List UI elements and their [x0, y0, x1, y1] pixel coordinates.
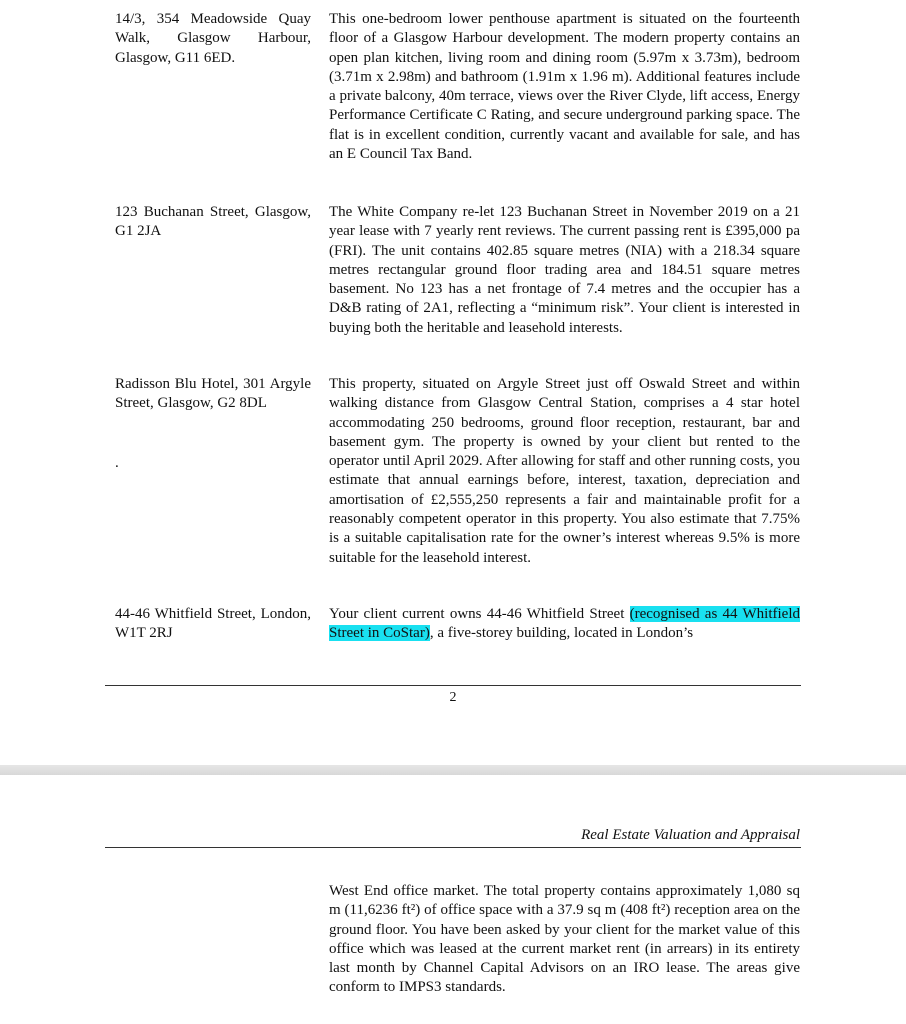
- property-description: The White Company re-let 123 Buchanan Street in November 2019 on a 21 year lease with 7 yearly rent reviews. The current passing rent is £395,000 pa (FRI). The unit contains 402.85 square metres (NIA) with a 218.34 square metres rectangular ground floor trading area and 184.51 square metres basement. No 123 has a net frontage of 7.4 metres and the occupier has a D&B rating of 2A1, reflecting a “minimum risk”. Your client is interested in buying both the heritable and leasehold interests.: [329, 204, 800, 336]
- property-description: This property, situated on Argyle Street just off Oswald Street and within walking distance from Glasgow Central Station, comprises a 4 star hotel accommodating 250 bedrooms, ground floor reception, restaurant, bar and basement gym. The property is owned by your client but rented to the operator until April 2029. After allowing for staff and other running costs, you estimate that annual earnings before, interest, taxation, depreciation and amortisation of £2,555,250 represents a fair and maintainable profit for a reasonably competent operator in this property. You also estimate that 7.75% is a suitable capitalisation rate for the owner’s interest whereas 9.5% is more suitable for the leasehold interest.: [329, 376, 800, 566]
- property-address: Radisson Blu Hotel, 301 Argyle Street, Glasgow, G2 8DL: [115, 376, 311, 412]
- description-text: , a five-storey building, located in London’s: [429, 625, 694, 642]
- running-head: Real Estate Valuation and Appraisal: [581, 827, 800, 843]
- property-address: 44-46 Whitfield Street, London, W1T 2RJ: [115, 606, 311, 642]
- property-address: 14/3, 354 Meadowside Quay Walk, Glasgow Harbour, Glasgow, G11 6ED.: [115, 11, 311, 66]
- footer-rule: [105, 685, 801, 686]
- document-page-2: [0, 775, 906, 1024]
- continuation-paragraph: West End office market. The total property contains approximately 1,080 sq m (11,6236 ft²) of office space with a 37.9 sq m (408 ft²) reception area on the ground floor. You have been asked by your client for the market value of this office which was leased at the current market rent (in arrears) in its entirety last month by Channel Capital Advisors on an IRO lease. The areas give conform to IMPS3 standards.: [329, 883, 800, 996]
- description-text: Your client current owns 44-46 Whitfield Street: [329, 606, 630, 622]
- header-rule: [105, 847, 801, 848]
- property-description: [329, 605, 800, 644]
- stray-mark: .: [115, 455, 119, 471]
- highlighted-text: (recognised as 44 Whitfield Street in CoStar): [329, 606, 800, 642]
- property-address: 123 Buchanan Street, Glasgow, G1 2JA: [115, 204, 311, 240]
- page-number: 2: [449, 690, 457, 705]
- property-description: This one-bedroom lower penthouse apartment is situated on the fourteenth floor of a Glasgow Harbour development. The modern property contains an open plan kitchen, living room and dining room (5.97m x 3.73m), bedroom (3.71m x 2.98m) and bathroom (1.91m x 1.96 m). Additional features include a private balcony, 40m terrace, views over the River Clyde, lift access, Energy Performance Certificate C Rating, and secure underground parking space. The flat is in excellent condition, currently vacant and available for sale, and has an E Council Tax Band.: [329, 11, 800, 163]
- page-separator: [0, 765, 906, 775]
